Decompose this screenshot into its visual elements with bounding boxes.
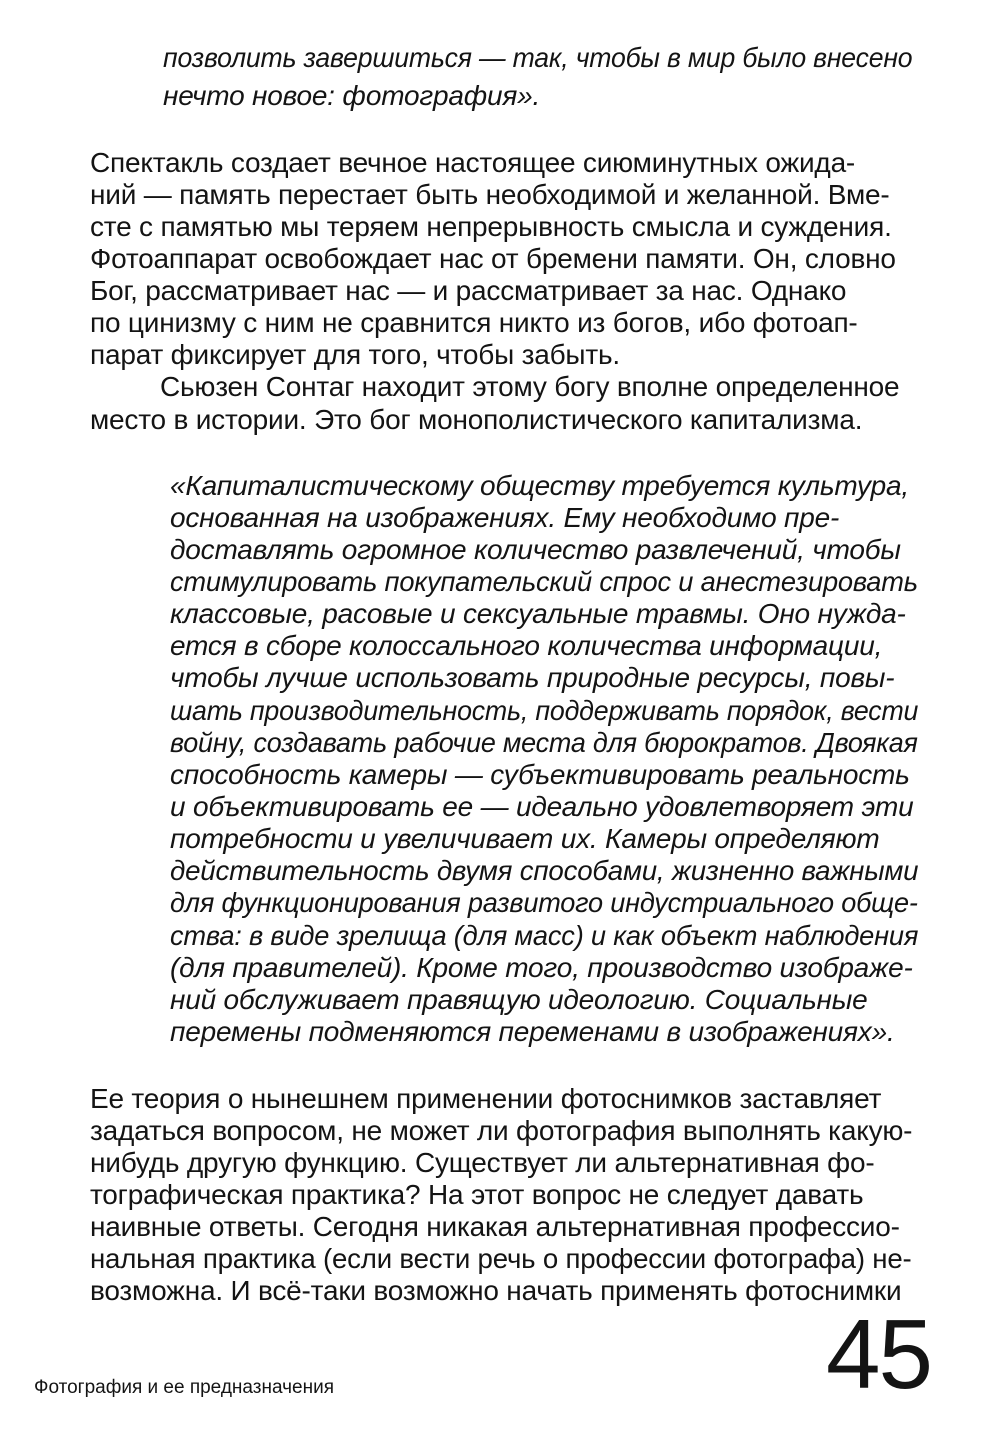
text-line: перемены подменяются переменами в изображениях». — [170, 1016, 895, 1047]
text-line: способность камеры — субъективировать реальность — [170, 759, 910, 790]
text-line: возможна. И всё-таки возможно начать применять фотоснимки — [90, 1275, 902, 1306]
text-line: классовые, расовые и сексуальные травмы. Оно нужда- — [170, 598, 906, 629]
text-line: войну, создавать рабочие места для бюрократов. Двоякая — [170, 727, 918, 758]
text-line: ний — память перестает быть необходимой и желанной. Вме- — [90, 179, 890, 210]
text-line: по цинизму с ним не сравнится никто из богов, ибо фотоап- — [90, 307, 858, 338]
text-line: тографическая практика? На этот вопрос не следует давать — [90, 1179, 864, 1210]
text-line: для функционирования развитого индустриального обще- — [170, 887, 918, 918]
text-line: нибудь другую функцию. Существует ли альтернативная фо- — [90, 1147, 875, 1178]
text-line: ства: в виде зрелища (для масс) и как объект наблюдения — [170, 920, 919, 951]
text-line: нечто новое: фотография». — [163, 80, 541, 111]
text-line: (для правителей). Кроме того, производство изображе- — [170, 952, 913, 983]
text-line: ний обслуживает правящую идеологию. Социальные — [170, 984, 868, 1015]
text-line: сте с памятью мы теряем непрерывность смысла и суждения. — [90, 211, 892, 242]
text-line: нальная практика (если вести речь о профессии фотографа) не- — [90, 1243, 912, 1274]
text-line: Ее теория о нынешнем применении фотоснимков заставляет — [90, 1083, 882, 1114]
running-title: Фотография и ее предназначения — [34, 1377, 334, 1398]
text-line: действительность двумя способами, жизненно важными — [170, 855, 919, 886]
text-line: потребности и увеличивает их. Камеры определяют — [170, 823, 880, 854]
text-line: основанная на изображениях. Ему необходимо пре- — [170, 502, 840, 533]
text-line: Сьюзен Сонтаг находит этому богу вполне определенное — [160, 371, 900, 402]
text-line: Спектакль создает вечное настоящее сиюминутных ожида- — [90, 147, 856, 178]
text-line: задаться вопросом, не может ли фотография выполнять какую- — [90, 1115, 913, 1146]
text-line: шать производительность, поддерживать порядок, вести — [170, 695, 919, 726]
page-number: 45 — [826, 1299, 932, 1409]
text-line: парат фиксирует для того, чтобы забыть. — [90, 339, 620, 370]
text-line: чтобы лучше использовать природные ресурсы, повы- — [170, 662, 895, 693]
text-line: ется в сборе колоссального количества информации, — [170, 630, 883, 661]
text-line: наивные ответы. Сегодня никакая альтернативная профессио- — [90, 1211, 900, 1242]
text-line: «Капиталистическому обществу требуется культура, — [170, 470, 909, 501]
text-line: место в истории. Это бог монополистического капитализма. — [90, 404, 863, 435]
text-line: Фотоаппарат освобождает нас от бремени памяти. Он, словно — [90, 243, 896, 274]
text-line: стимулировать покупательский спрос и анестезировать — [170, 566, 918, 597]
text-line: позволить завершиться — так, чтобы в мир было внесено — [163, 42, 913, 73]
text-line: доставлять огромное количество развлечений, чтобы — [170, 534, 901, 565]
text-line: Бог, рассматривает нас — и рассматривает за нас. Однако — [90, 275, 847, 306]
text-line: и объективировать ее — идеально удовлетворяет эти — [170, 791, 914, 822]
